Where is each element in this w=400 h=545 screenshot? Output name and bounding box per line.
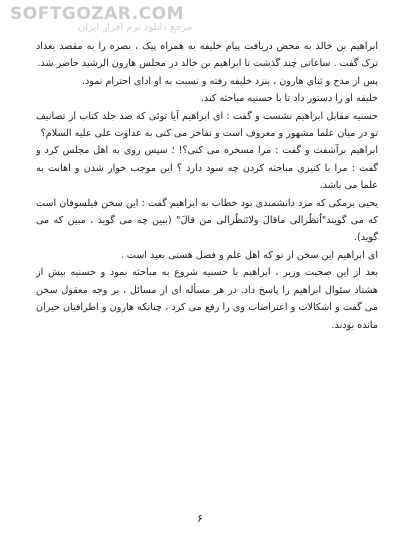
paragraph: ابراهیم بن خالد به محض دریافت پیام خلیفه به همراه پیک ، بصره را به مقصد بغداد ترک گفت . ساعاتی چند گذشت تا ابراهیم بن خالد در مجلس هارون الرشید حاضر شد. — [36, 41, 378, 70]
paragraph: بعد از این صحبت وزیر ، ابراهیم با حسنیه شروع به مباحثه نمود و حسنیه بیش از هشتاد سئوال ابراهیم را پاسخ داد. در هر مسأله ای از مسائل ، بر وجه معقول سخن می گفت و اشکالات و اعتراضات وی را رفع می کرد ، چنانکه هارون و اطرافیان حیران مانده بودند. — [36, 267, 378, 331]
paragraph: خلیفه او را دستور داد تا با حسنیه مباحثه کند. — [200, 93, 378, 105]
page-number: ۶ — [197, 512, 203, 525]
paragraph: حسنیه مقابل ابراهیم نشست و گفت : ای ابراهیم آیا توئی که صد جلد کتاب از تصانیف تو در میان علما مشهور و معروف است و تفاخر می کنی به عداوت علی علیه السلام؟ — [36, 110, 378, 140]
paragraph: پس از مدح و ثنای هارون ، بنزد خلیفه رفته و نسبت به او ادای احترام نمود. — [81, 75, 378, 87]
watermark-logo: SOFTGOZAR.COM — [10, 4, 185, 24]
watermark-tagline: مرجع دانلود نرم افزار ایران — [78, 22, 193, 33]
paragraph: ای ابراهیم این سخن از تو که اهل علم و فضل هستی بعید است . — [120, 249, 378, 261]
paragraph: ابراهیم برآشفت و گفت : مرا مسخره می کنی؟! ؛ سپس روی به اهل مجلس کرد و گفت : مرا با کنیزی مباحثه کردن چه سود دارد ؟ این موجب خوار شدن و اهانت به علما می باشد. — [36, 145, 378, 192]
page-body — [36, 38, 378, 334]
paragraph: یحیی برمکی که مرد دانشمندی بود خطاب به ابراهیم گفت : این سخن فیلسوفان است که می گویند"اُنظُرالی ماقالَ ولاتَنظُرالی من قالَ" (ببین چه می گوید ، مبین که می گوید). — [36, 197, 378, 244]
